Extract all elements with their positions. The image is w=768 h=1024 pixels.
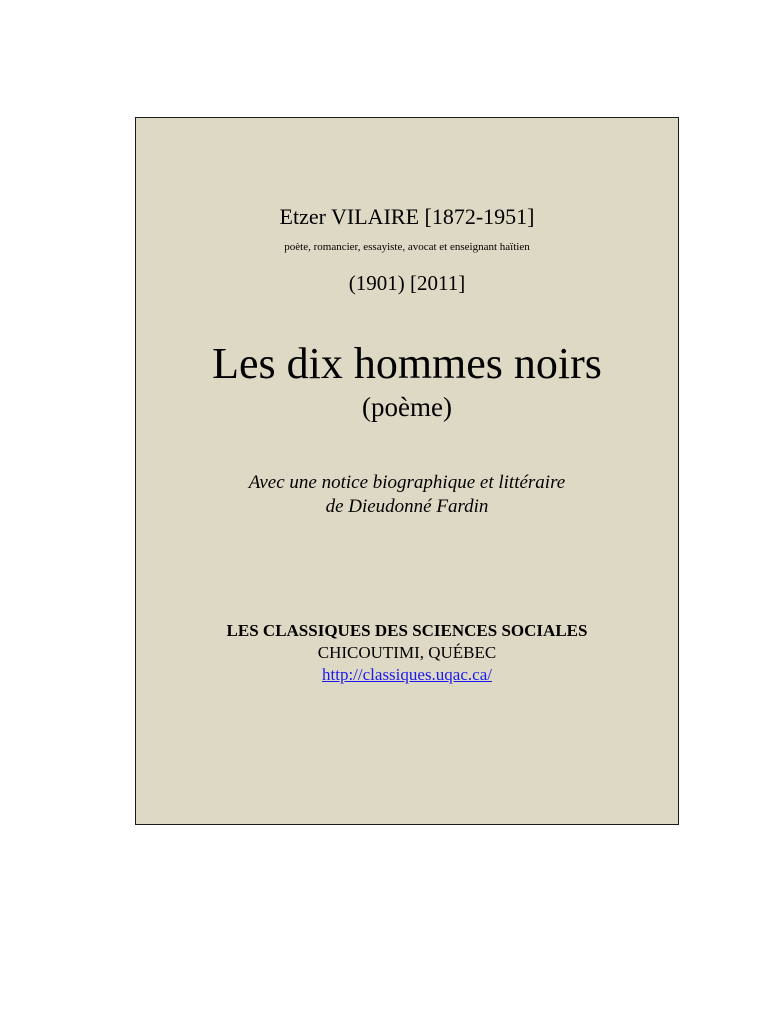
publication-dates: (1901) [2011] [348, 271, 466, 295]
book-title: Les dix hommes noirs [212, 339, 602, 388]
notice-text [136, 471, 678, 519]
notice-line-1: Avec une notice biographique et littéraire [248, 472, 566, 493]
publisher-city: CHICOUTIMI, QUÉBEC [317, 643, 497, 662]
author-name: Etzer VILAIRE [1872-1951] [279, 204, 535, 229]
book-cover [135, 117, 679, 825]
author-description: poète, romancier, essayiste, avocat et enseignant haïtien [284, 241, 530, 253]
publisher-url-link[interactable]: http://classiques.uqac.ca/ [322, 665, 492, 684]
publisher-name: LES CLASSIQUES DES SCIENCES SOCIALES [226, 621, 588, 640]
notice-line-2: de Dieudonné Fardin [325, 496, 489, 517]
publisher-url-container [136, 665, 678, 685]
book-subtitle: (poème) [362, 392, 452, 422]
